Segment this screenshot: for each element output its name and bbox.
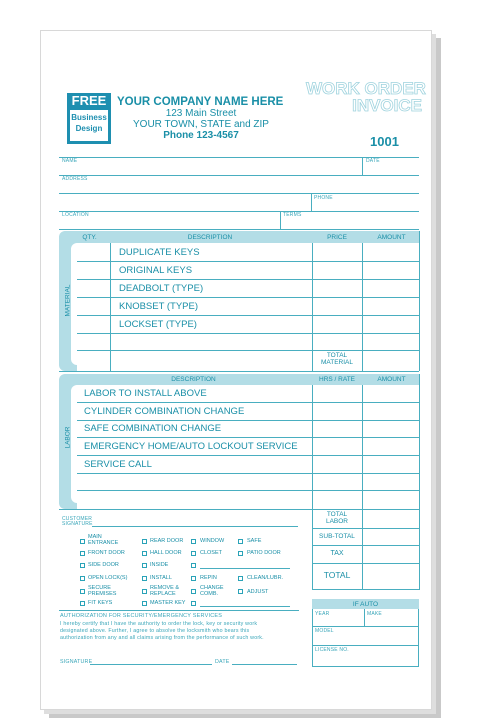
material-item: DUPLICATE KEYS	[119, 247, 200, 258]
material-item: ORIGINAL KEYS	[119, 265, 193, 276]
checkbox-patio-door[interactable]	[238, 551, 243, 556]
labor-item: SAFE COMBINATION CHANGE	[84, 423, 222, 434]
checkbox-change-comb[interactable]	[191, 589, 196, 594]
material-qty-header: QTY.	[82, 234, 97, 241]
material-item: LOCKSET (TYPE)	[119, 319, 197, 330]
material-price-header: PRICE	[327, 234, 347, 241]
material-item: DEADBOLT (TYPE)	[119, 283, 204, 294]
checkbox-label: REAR DOOR	[150, 538, 184, 544]
checkbox-open-locks[interactable]	[80, 576, 85, 581]
total-labor-line1: TOTAL	[326, 511, 348, 518]
checkbox-inside[interactable]	[142, 563, 147, 568]
checkbox-label: MAIN ENTRANCE	[88, 534, 119, 546]
checkbox-label: OPEN LOCK(S)	[88, 575, 128, 581]
labor-item: EMERGENCY HOME/AUTO LOCKOUT SERVICE	[84, 441, 298, 452]
labor-item: CYLINDER COMBINATION CHANGE	[84, 406, 245, 417]
checkbox-install[interactable]	[142, 576, 147, 581]
customer-signature-line1: CUSTOMER	[62, 516, 93, 522]
authorization-text: authorization from any and all claims arising from the performance of such work.	[60, 635, 264, 641]
checkbox-adjust[interactable]	[238, 589, 243, 594]
checkbox-rear-door[interactable]	[142, 539, 147, 544]
checkbox-secure-premises[interactable]	[80, 589, 85, 594]
authorization-text: designated above. Further, I agree to absolve the locksmith who bears this	[60, 628, 250, 634]
terms-label: TERMS	[283, 212, 302, 218]
license-label: LICENSE NO.	[315, 647, 349, 653]
total-label: TOTAL	[323, 570, 351, 580]
logo-design: Design	[75, 124, 103, 133]
invoice-number: 1001	[370, 134, 399, 149]
labor-side-band-inner	[71, 385, 77, 503]
checkbox-repin[interactable]	[191, 576, 196, 581]
company-street: 123 Main Street	[165, 108, 237, 119]
checkbox-clean-lubr[interactable]	[238, 576, 243, 581]
labor-item: SERVICE CALL	[84, 459, 152, 470]
location-label: LOCATION	[62, 212, 89, 218]
checkbox-label: SAFE	[247, 538, 262, 544]
signature-date-line	[232, 664, 297, 665]
checkbox-label: PATIO DOOR	[247, 550, 281, 556]
logo-free: FREE	[71, 93, 107, 108]
company-name: YOUR COMPANY NAME HERE	[117, 96, 284, 108]
checkbox-label: SECURE PREMISES	[88, 585, 117, 597]
checkbox-main-entrance[interactable]	[80, 539, 85, 544]
make-label: MAKE	[367, 611, 382, 617]
form-title-line2: INVOICE	[352, 96, 422, 115]
labor-side-label: LABOR	[64, 426, 72, 449]
year-label: YEAR	[315, 611, 330, 617]
if-auto-box	[312, 609, 419, 667]
if-auto-title: IF AUTO	[352, 601, 379, 608]
total-material-line2: MATERIAL	[320, 359, 354, 366]
material-description-header: DESCRIPTION	[187, 234, 233, 241]
checkbox-label: FIT KEYS	[88, 600, 113, 606]
checkbox-label: ADJUST	[247, 589, 269, 595]
labor-hrs-rate-header: HRS / RATE	[319, 376, 355, 383]
name-label: NAME	[62, 158, 78, 164]
labor-description-header: DESCRIPTION	[171, 376, 216, 383]
total-material-line1: TOTAL	[326, 352, 348, 359]
labor-amount-header: AMOUNT	[377, 376, 406, 383]
authorization-title: AUTHORIZATION FOR SECURITY/EMERGENCY SERVICES	[60, 613, 223, 619]
company-city: YOUR TOWN, STATE and ZIP	[133, 119, 269, 130]
total-labor-line2: LABOR	[325, 518, 349, 525]
checkbox-window[interactable]	[191, 539, 196, 544]
other-service-line	[200, 606, 290, 607]
logo-business: Business	[71, 113, 107, 122]
checkbox-label: INSTALL	[150, 575, 172, 581]
checkbox-fit-keys[interactable]	[80, 601, 85, 606]
checkbox-label: CHANGE COMB.	[200, 585, 224, 597]
material-item: KNOBSET (TYPE)	[119, 301, 199, 312]
checkbox-remove-replace[interactable]	[142, 589, 147, 594]
tax-label: TAX	[330, 550, 344, 557]
signature-label: SIGNATURE	[60, 659, 93, 665]
checkbox-label: FRONT DOOR	[88, 550, 125, 556]
checkbox-label: WINDOW	[200, 538, 225, 544]
material-side-label: MATERIAL	[64, 284, 72, 317]
authorization-text: I hereby certify that I have the authority to order the lock, key or security work	[60, 621, 258, 627]
model-label: MODEL	[315, 628, 334, 634]
checkbox-other-location[interactable]	[191, 563, 196, 568]
date-label: DATE	[366, 158, 380, 164]
labor-item: LABOR TO INSTALL ABOVE	[84, 388, 207, 399]
customer-signature-line2: SIGNATURE	[62, 521, 93, 527]
signature-line	[90, 664, 212, 665]
checkbox-label: HALL DOOR	[150, 550, 182, 556]
form-title-line1: WORK ORDER	[306, 79, 426, 98]
subtotal-label: SUB-TOTAL	[319, 533, 355, 540]
checkbox-other-service[interactable]	[191, 601, 196, 606]
checkbox-safe[interactable]	[238, 539, 243, 544]
customer-signature-line	[92, 526, 298, 527]
other-location-line	[200, 568, 290, 569]
checkbox-closet[interactable]	[191, 551, 196, 556]
signature-date-label: DATE	[215, 659, 230, 665]
material-amount-header: AMOUNT	[377, 234, 406, 241]
address-label: ADDRESS	[62, 176, 88, 182]
checkbox-label: CLEAN/LUBR.	[247, 575, 284, 581]
phone-label: PHONE	[314, 195, 333, 201]
checkbox-front-door[interactable]	[80, 551, 85, 556]
checkbox-label: REPIN	[200, 575, 217, 581]
checkbox-hall-door[interactable]	[142, 551, 147, 556]
checkbox-master-key[interactable]	[142, 601, 147, 606]
checkbox-label: SIDE DOOR	[88, 562, 119, 568]
checkbox-label: MASTER KEY	[150, 600, 186, 606]
company-phone: Phone 123-4567	[163, 130, 239, 141]
checkbox-side-door[interactable]	[80, 563, 85, 568]
checkbox-label: REMOVE & REPLACE	[150, 585, 180, 597]
checkbox-label: INSIDE	[150, 562, 169, 568]
checkbox-label: CLOSET	[200, 550, 223, 556]
